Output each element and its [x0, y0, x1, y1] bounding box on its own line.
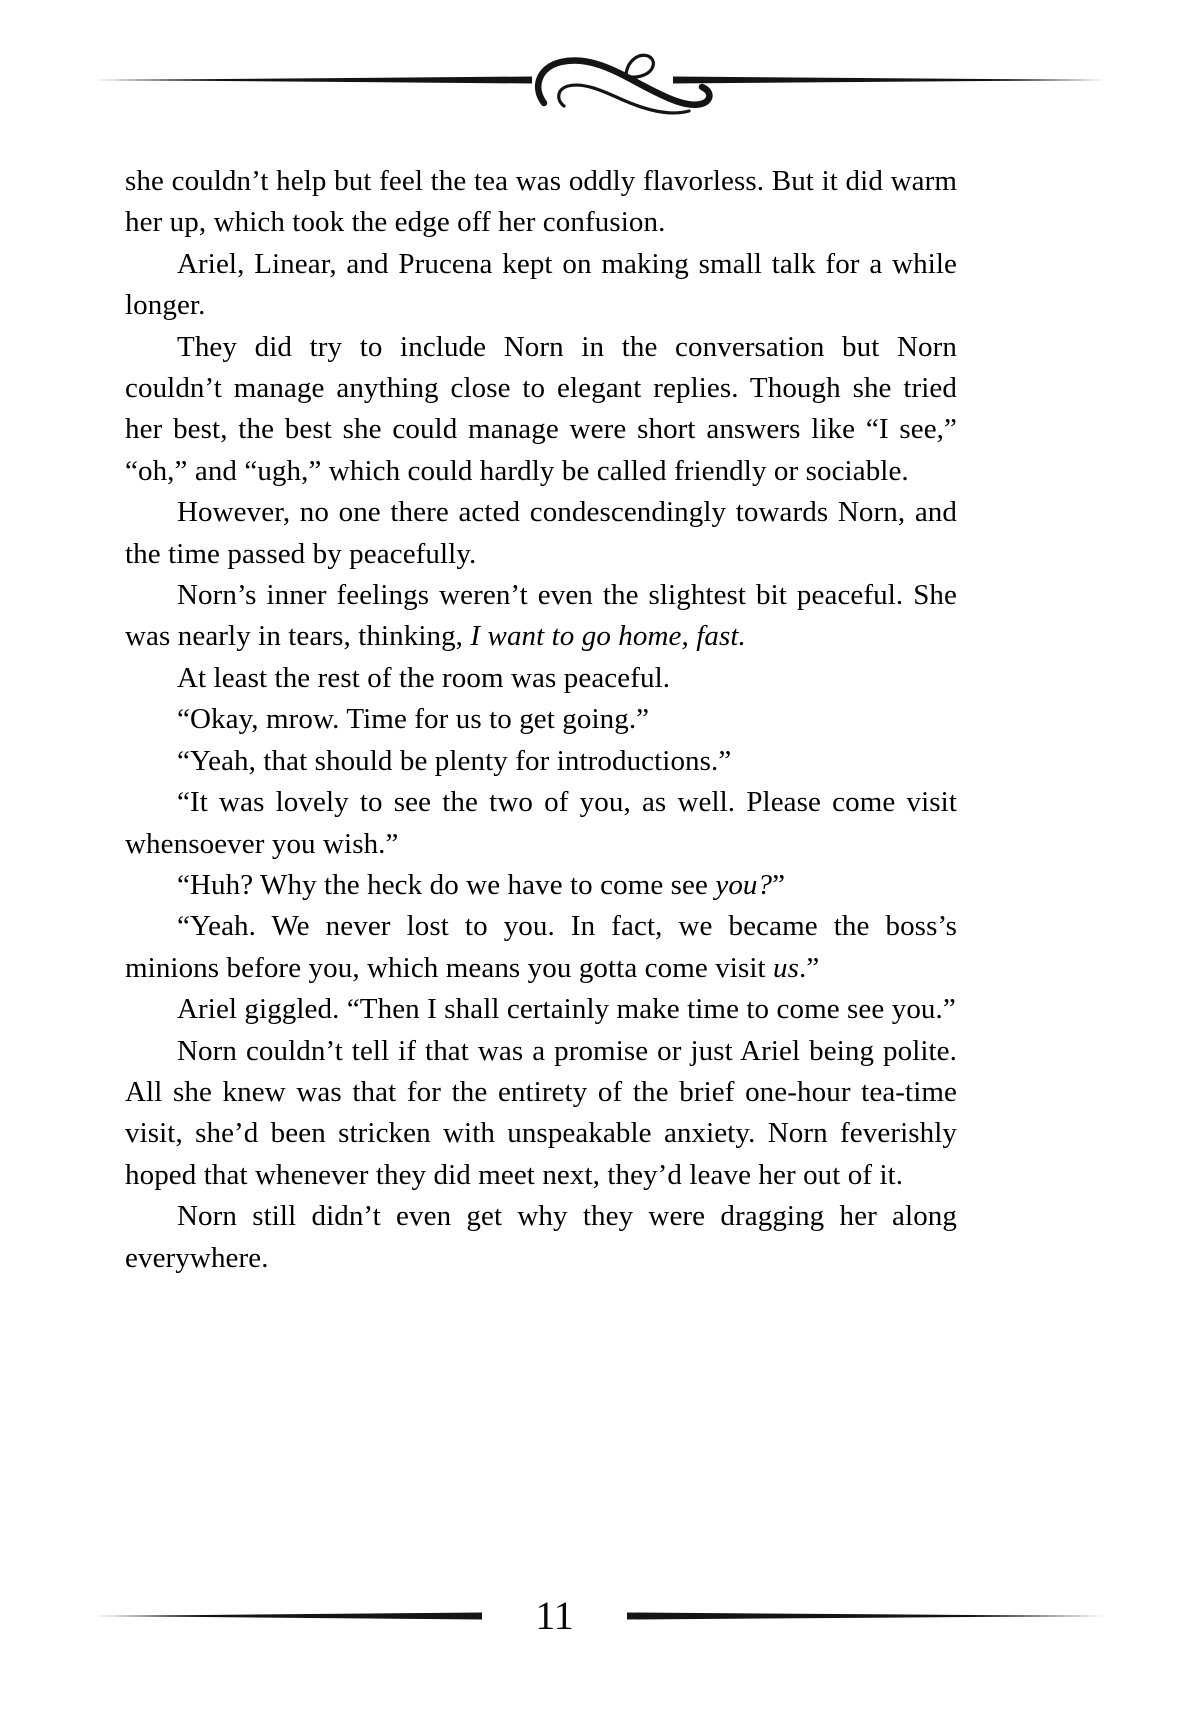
italic-text-run: us: [773, 951, 800, 984]
paragraph: [125, 244, 957, 327]
text-run: “Huh? Why the heck do we have to come see: [177, 868, 716, 901]
text-run: Norn’s inner feelings weren’t even the slightest bit peaceful. She was nearly in tears, thinking,: [125, 579, 957, 653]
paragraph: [125, 906, 957, 989]
text-run: “Okay, mrow. Time for us to get going.”: [177, 703, 650, 736]
page-number: 11: [535, 1593, 574, 1638]
text-run: Norn couldn’t tell if that was a promise or just Ariel being polite. All she knew was that for the entirety of the brief one-hour tea-time visit, she’d been stricken with unspeakable anxiety. Norn feverishly hoped that whenever they did meet next, they’d leave her out of it.: [125, 1034, 957, 1191]
paragraph: [125, 865, 957, 906]
text-run: “Yeah, that should be plenty for introductions.”: [177, 744, 732, 777]
text-run: .”: [799, 951, 820, 984]
text-run: ”: [772, 868, 786, 901]
page-footer: [95, 1585, 1105, 1647]
paragraph: [125, 741, 957, 782]
text-run: Ariel giggled. “Then I shall certainly make time to come see you.”: [177, 993, 956, 1026]
text-run: “Yeah. We never lost to you. In fact, we became the boss’s minions before you, which means you gotta come visit: [125, 910, 957, 984]
paragraph: [125, 492, 957, 575]
calligraphic-flourish-divider-icon: [95, 25, 1105, 135]
paragraph: [125, 658, 957, 699]
text-run: At least the rest of the room was peaceful.: [177, 661, 671, 694]
text-run: she couldn’t help but feel the tea was oddly flavorless. But it did warm her up, which took the edge off her confusion.: [125, 165, 957, 239]
paragraph: [125, 699, 957, 740]
text-run: However, no one there acted condescendingly towards Norn, and the time passed by peacefully.: [125, 496, 957, 570]
footer-rule-left-icon: [95, 1609, 482, 1623]
paragraph: [125, 575, 957, 658]
italic-text-run: I want to go home, fast.: [470, 620, 746, 653]
footer-rule-right-icon: [627, 1609, 1105, 1623]
italic-text-run: you?: [715, 868, 773, 901]
text-run: They did try to include Norn in the conversation but Norn couldn’t manage anything close to elegant replies. Though she tried her best, the best she could manage were short answers like “I see,” “oh,” and “ugh,” which could hardly be called friendly or sociable.: [125, 330, 957, 487]
text-run: Ariel, Linear, and Prucena kept on making small talk for a while longer.: [125, 247, 957, 322]
top-ornament-divider: [95, 25, 1105, 135]
paragraph: [125, 161, 957, 244]
paragraph: [125, 1196, 957, 1279]
paragraph: [125, 989, 957, 1030]
page-text: [125, 161, 957, 1279]
text-run: Norn still didn’t even get why they were dragging her along everywhere.: [125, 1200, 957, 1274]
paragraph: [125, 1031, 957, 1197]
paragraph: [125, 327, 957, 493]
paragraph: [125, 782, 957, 865]
text-run: “It was lovely to see the two of you, as well. Please come visit whensoever you wish.”: [125, 786, 957, 860]
